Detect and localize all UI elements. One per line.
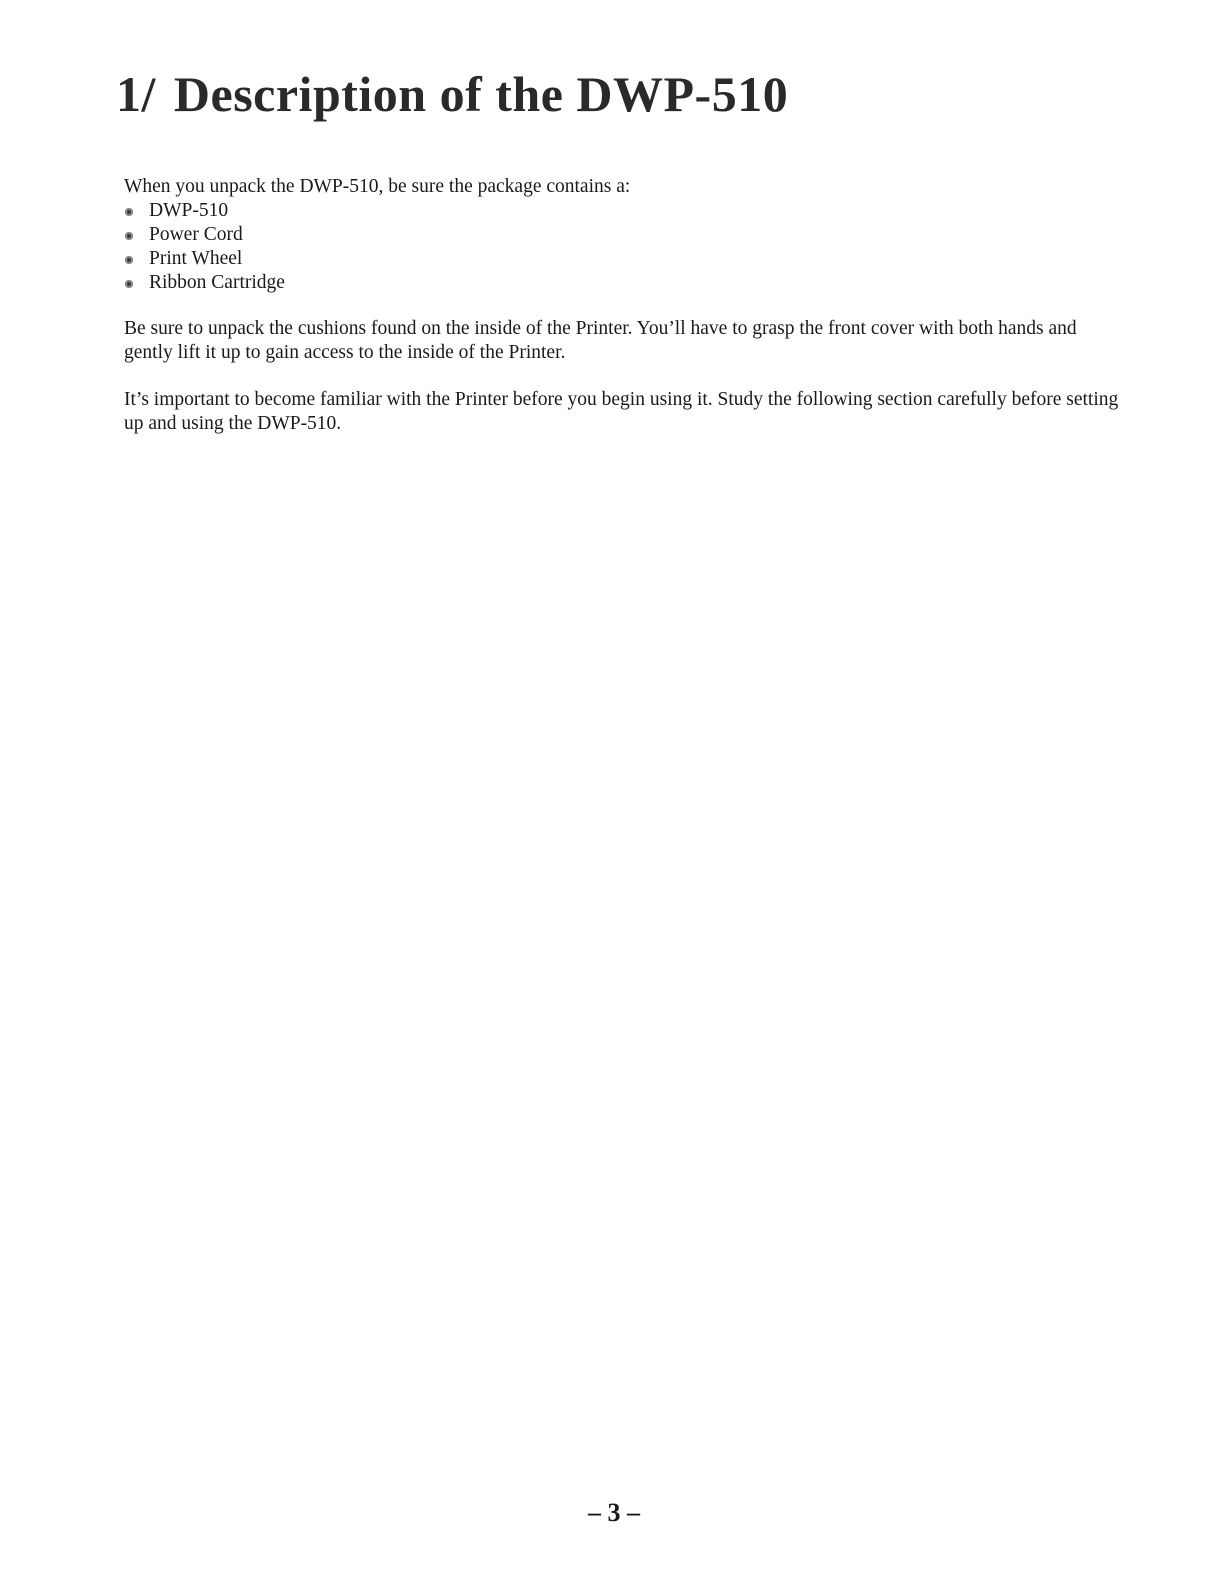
familiarize-paragraph: It’s important to become familiar with the Printer before you begin using it. Study the following section carefully before setting up and using the DWP-510.	[124, 389, 1119, 434]
bullet-icon	[125, 280, 133, 288]
page-number: – 3 –	[588, 1498, 640, 1527]
bullet-icon	[125, 256, 133, 264]
page-title	[116, 62, 788, 126]
unpacking-paragraph: Be sure to unpack the cushions found on the inside of the Printer. You’ll have to grasp the front cover with both hands and gently lift it up to gain access to the inside of the Printer.	[124, 318, 1077, 363]
list-item	[124, 247, 1124, 271]
list-item-label: Ribbon Cartridge	[149, 272, 285, 293]
intro-text: When you unpack the DWP-510, be sure the package contains a:	[124, 176, 631, 197]
package-contents-list	[124, 199, 1124, 295]
bullet-icon	[125, 208, 133, 216]
list-item	[124, 199, 1124, 223]
list-item-label: Print Wheel	[149, 248, 243, 269]
chapter-title: Description of the DWP-510	[173, 66, 789, 122]
page-body	[124, 175, 1124, 436]
list-item-label: DWP-510	[149, 200, 229, 221]
chapter-number: 1/	[116, 66, 156, 122]
bullet-icon	[125, 232, 133, 240]
list-item	[124, 223, 1124, 247]
list-item-label: Power Cord	[149, 224, 243, 245]
list-item	[124, 271, 1124, 295]
